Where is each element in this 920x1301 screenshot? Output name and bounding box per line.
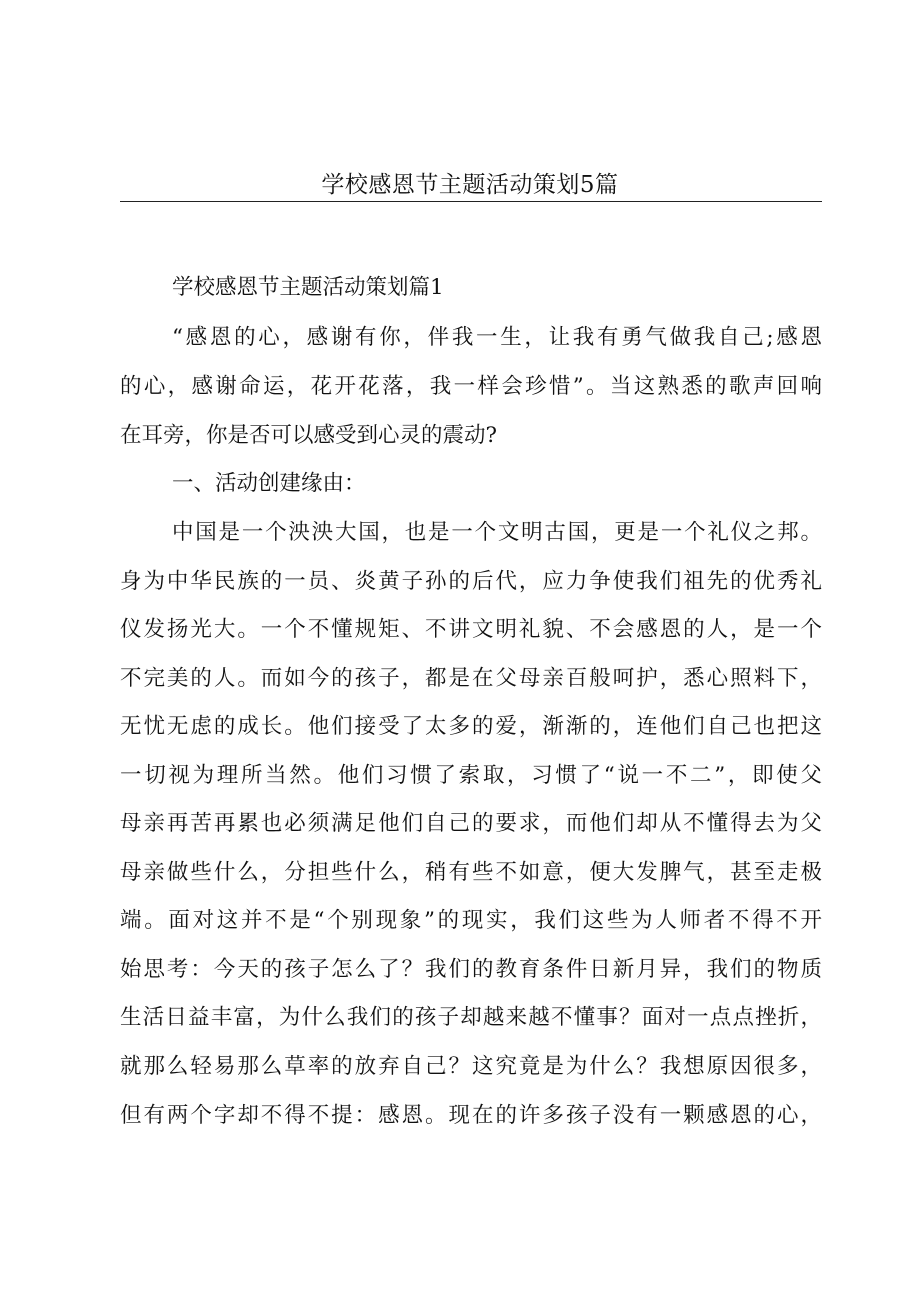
paragraph-line: 但有两个字却不得不提：感恩。现在的许多孩子没有一颗感恩的心，: [120, 1103, 822, 1128]
paragraph-line: 仪发扬光大。一个不懂规矩、不讲文明礼貌、不会感恩的人，是一个: [120, 617, 822, 642]
subheading: 一、活动创建缘由：: [172, 471, 366, 496]
paragraph-line: 的心，感谢命运，花开花落，我一样会珍惜”。当这熟悉的歌声回响: [120, 374, 822, 399]
paragraph-line: 端。面对这并不是“个别现象”的现实，我们这些为人师者不得不开: [120, 908, 822, 933]
paragraph-line: 母亲再苦再累也必须满足他们自己的要求，而他们却从不懂得去为父: [120, 811, 822, 836]
paragraph-line: “感恩的心，感谢有你，伴我一生，让我有勇气做我自己;感恩: [172, 325, 822, 350]
paragraph-line: 一切视为理所当然。他们习惯了索取，习惯了“说一不二”，即使父: [120, 763, 822, 788]
paragraph-line: 在耳旁，你是否可以感受到心灵的震动?: [120, 423, 498, 448]
paragraph-line: 就那么轻易那么草率的放弃自己？这究竟是为什么？我想原因很多，: [120, 1054, 822, 1079]
section-heading: 学校感恩节主题活动策划篇1: [172, 275, 444, 300]
paragraph-line: 始思考：今天的孩子怎么了？我们的教育条件日新月异，我们的物质: [120, 957, 822, 982]
paragraph-line: 不完美的人。而如今的孩子，都是在父母亲百般呵护，悉心照料下，: [120, 666, 822, 691]
paragraph-line: 无忧无虑的成长。他们接受了太多的爱，渐渐的，连他们自己也把这: [120, 714, 822, 739]
title-underline: [120, 201, 822, 202]
paragraph-line: 母亲做些什么，分担些什么，稍有些不如意，便大发脾气，甚至走极: [120, 860, 822, 885]
paragraph-line: 身为中华民族的一员、炎黄子孙的后代，应力争使我们祖先的优秀礼: [120, 569, 822, 594]
paragraph-line: 中国是一个泱泱大国，也是一个文明古国，更是一个礼仪之邦。: [172, 520, 822, 545]
paragraph-line: 生活日益丰富，为什么我们的孩子却越来越不懂事？面对一点点挫折，: [120, 1005, 822, 1030]
document-title: 学校感恩节主题活动策划5篇: [321, 172, 619, 198]
